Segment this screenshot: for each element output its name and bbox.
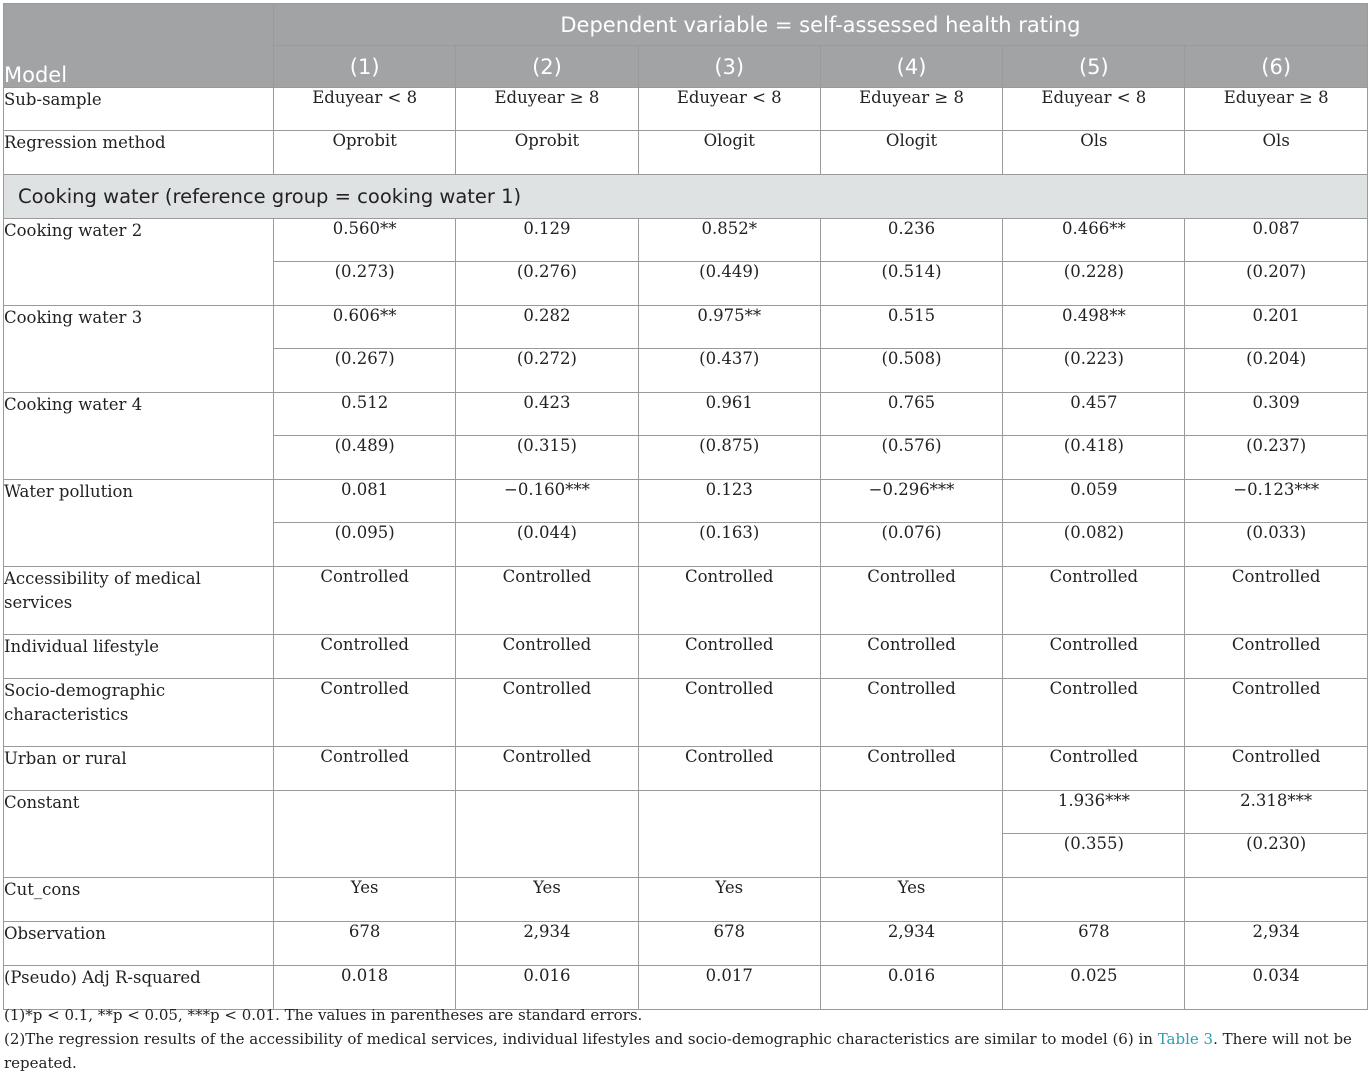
table-cell: Controlled [274, 747, 456, 791]
table-cell: (0.207) [1185, 262, 1367, 306]
coefficient-row [4, 219, 1368, 262]
table-cell: 0.852* [638, 219, 820, 262]
table-cell: 0.201 [1185, 306, 1367, 349]
table-cell: 0.016 [456, 966, 638, 1010]
table-cell: (0.875) [638, 436, 820, 480]
table-cell: Yes [820, 878, 1002, 922]
table-cell: −0.123*** [1185, 480, 1367, 523]
table-cell: (0.355) [1003, 834, 1185, 878]
table-cell: Controlled [1003, 747, 1185, 791]
table-cell: (0.508) [820, 349, 1002, 393]
row-label: (Pseudo) Adj R-squared [4, 966, 274, 1010]
table-cell: 0.606** [274, 306, 456, 349]
control-row [4, 679, 1368, 747]
column-header: (1) [274, 46, 456, 88]
table-cell: Eduyear < 8 [274, 88, 456, 131]
row-label: Cooking water 2 [4, 219, 274, 306]
control-row [4, 567, 1368, 635]
column-header: (6) [1185, 46, 1367, 88]
column-header: (3) [638, 46, 820, 88]
table-cell: (0.273) [274, 262, 456, 306]
table-cell: Controlled [638, 567, 820, 635]
row-label: Observation [4, 922, 274, 966]
table-cell: Controlled [274, 567, 456, 635]
table-cell: 0.087 [1185, 219, 1367, 262]
table-cell: (0.228) [1003, 262, 1185, 306]
table-cell: Controlled [1003, 635, 1185, 679]
table-cell: Eduyear ≥ 8 [456, 88, 638, 131]
table-cell: Controlled [1185, 679, 1367, 747]
empty-cell [274, 791, 456, 878]
table-cell: (0.082) [1003, 523, 1185, 567]
table-cell: 0.560** [274, 219, 456, 262]
table-cell: Eduyear ≥ 8 [820, 88, 1002, 131]
table-cell: Yes [456, 878, 638, 922]
table-cell: 0.765 [820, 393, 1002, 436]
control-row [4, 635, 1368, 679]
table-cell: (0.204) [1185, 349, 1367, 393]
note-text: . There will not be repeated. [4, 1030, 1352, 1072]
table-cell: 0.018 [274, 966, 456, 1010]
table-cell: 0.034 [1185, 966, 1367, 1010]
table-cell: (0.033) [1185, 523, 1367, 567]
table-cell: Eduyear ≥ 8 [1185, 88, 1367, 131]
table-cell: Controlled [1003, 679, 1185, 747]
table-cell: (0.489) [274, 436, 456, 480]
table-cell: 0.498** [1003, 306, 1185, 349]
table-cell: 0.236 [820, 219, 1002, 262]
table-cell: 0.025 [1003, 966, 1185, 1010]
table-cell: Ologit [638, 131, 820, 175]
coefficient-row [4, 480, 1368, 523]
table-cell: Controlled [456, 747, 638, 791]
table-cell: Controlled [1185, 635, 1367, 679]
table-cell: 2.318*** [1185, 791, 1367, 834]
table-cell: (0.237) [1185, 436, 1367, 480]
table-cell: 678 [274, 922, 456, 966]
coefficient-row [4, 306, 1368, 349]
cut-cons-row [4, 878, 1368, 922]
table-cell: (0.076) [820, 523, 1002, 567]
row-label: Urban or rural [4, 747, 274, 791]
table-cell: 0.975** [638, 306, 820, 349]
table-notes [4, 1003, 1368, 1075]
row-label: Constant [4, 791, 274, 878]
table-cell: Ols [1185, 131, 1367, 175]
table-cell: 0.016 [820, 966, 1002, 1010]
sub-sample-row [4, 88, 1368, 131]
table-cell: Controlled [1185, 747, 1367, 791]
table-cell: (0.044) [456, 523, 638, 567]
table-cell: 0.059 [1003, 480, 1185, 523]
observation-row [4, 922, 1368, 966]
regression-method-row [4, 131, 1368, 175]
dependent-variable-header: Dependent variable = self-assessed health rating [274, 4, 1368, 46]
table-cell: Controlled [456, 567, 638, 635]
table-cell: 0.515 [820, 306, 1002, 349]
table-cell: Controlled [274, 679, 456, 747]
table-cell: 0.466** [1003, 219, 1185, 262]
table-cell: (0.437) [638, 349, 820, 393]
table-cell: Controlled [1185, 567, 1367, 635]
table-cell: −0.160*** [456, 480, 638, 523]
table-cell: (0.449) [638, 262, 820, 306]
table-cell: Controlled [638, 635, 820, 679]
row-label: Socio-demographic characteristics [4, 679, 274, 747]
table-cell: Controlled [456, 635, 638, 679]
table-cell: 2,934 [820, 922, 1002, 966]
table-cell: 0.123 [638, 480, 820, 523]
column-header: (4) [820, 46, 1002, 88]
empty-cell [820, 791, 1002, 878]
row-label: Cooking water 3 [4, 306, 274, 393]
note-regression [4, 1027, 1368, 1075]
table-cell: 0.512 [274, 393, 456, 436]
header-row [4, 4, 1368, 46]
column-header: (2) [456, 46, 638, 88]
table-cell [1003, 878, 1185, 922]
table-cell: (0.163) [638, 523, 820, 567]
table-cell: (0.223) [1003, 349, 1185, 393]
table-cell: 0.017 [638, 966, 820, 1010]
table-cell: 678 [1003, 922, 1185, 966]
table-cell: (0.576) [820, 436, 1002, 480]
table-cell: Yes [274, 878, 456, 922]
table-cell: Controlled [820, 567, 1002, 635]
table-cell: Ols [1003, 131, 1185, 175]
note-text: (2)The regression results of the accessibility of medical services, individual lifestyles and socio-demographic characteristics are similar to model (6) in [4, 1030, 1158, 1048]
table-cell: Oprobit [274, 131, 456, 175]
control-row [4, 747, 1368, 791]
row-label: Cut_cons [4, 878, 274, 922]
constant-row [4, 791, 1368, 834]
table-cell: (0.095) [274, 523, 456, 567]
table-cell: (0.418) [1003, 436, 1185, 480]
row-label: Regression method [4, 131, 274, 175]
column-header: (5) [1003, 46, 1185, 88]
table-cell: 0.081 [274, 480, 456, 523]
table-cell: Eduyear < 8 [1003, 88, 1185, 131]
table-cell: (0.276) [456, 262, 638, 306]
table-cell: Controlled [456, 679, 638, 747]
table-cell: −0.296*** [820, 480, 1002, 523]
coefficient-row [4, 393, 1368, 436]
table-cell: (0.267) [274, 349, 456, 393]
row-label: Individual lifestyle [4, 635, 274, 679]
table-cell: Ologit [820, 131, 1002, 175]
row-label: Accessibility of medical services [4, 567, 274, 635]
row-label: Water pollution [4, 480, 274, 567]
row-label: Sub-sample [4, 88, 274, 131]
table-cell: Controlled [274, 635, 456, 679]
table-cell: 0.129 [456, 219, 638, 262]
table-cell: 678 [638, 922, 820, 966]
table-cell: 0.423 [456, 393, 638, 436]
table-cell: 1.936*** [1003, 791, 1185, 834]
table-cell: 0.282 [456, 306, 638, 349]
table-cell: (0.230) [1185, 834, 1367, 878]
empty-cell [638, 791, 820, 878]
table-cell: (0.514) [820, 262, 1002, 306]
table-cell: Controlled [820, 635, 1002, 679]
empty-cell [456, 791, 638, 878]
section-title: Cooking water (reference group = cooking water 1) [4, 175, 1368, 219]
table-cell: Controlled [820, 679, 1002, 747]
table-3-link[interactable]: Table 3 [1157, 1030, 1214, 1048]
table-cell: 0.309 [1185, 393, 1367, 436]
table-cell: Controlled [638, 679, 820, 747]
regression-table [3, 3, 1368, 1010]
model-header: Model [4, 4, 274, 88]
table-cell: Controlled [638, 747, 820, 791]
table-cell [1185, 878, 1367, 922]
table-cell: 0.457 [1003, 393, 1185, 436]
note-significance: (1)*p < 0.1, **p < 0.05, ***p < 0.01. The values in parentheses are standard errors. [4, 1006, 643, 1024]
table-cell: (0.315) [456, 436, 638, 480]
table-cell: Controlled [1003, 567, 1185, 635]
table-cell: Yes [638, 878, 820, 922]
table-cell: 2,934 [1185, 922, 1367, 966]
row-label: Cooking water 4 [4, 393, 274, 480]
table-cell: Eduyear < 8 [638, 88, 820, 131]
table-cell: Controlled [820, 747, 1002, 791]
table-cell: Oprobit [456, 131, 638, 175]
table-cell: 2,934 [456, 922, 638, 966]
table-cell: 0.961 [638, 393, 820, 436]
section-row [4, 175, 1368, 219]
table-cell: (0.272) [456, 349, 638, 393]
